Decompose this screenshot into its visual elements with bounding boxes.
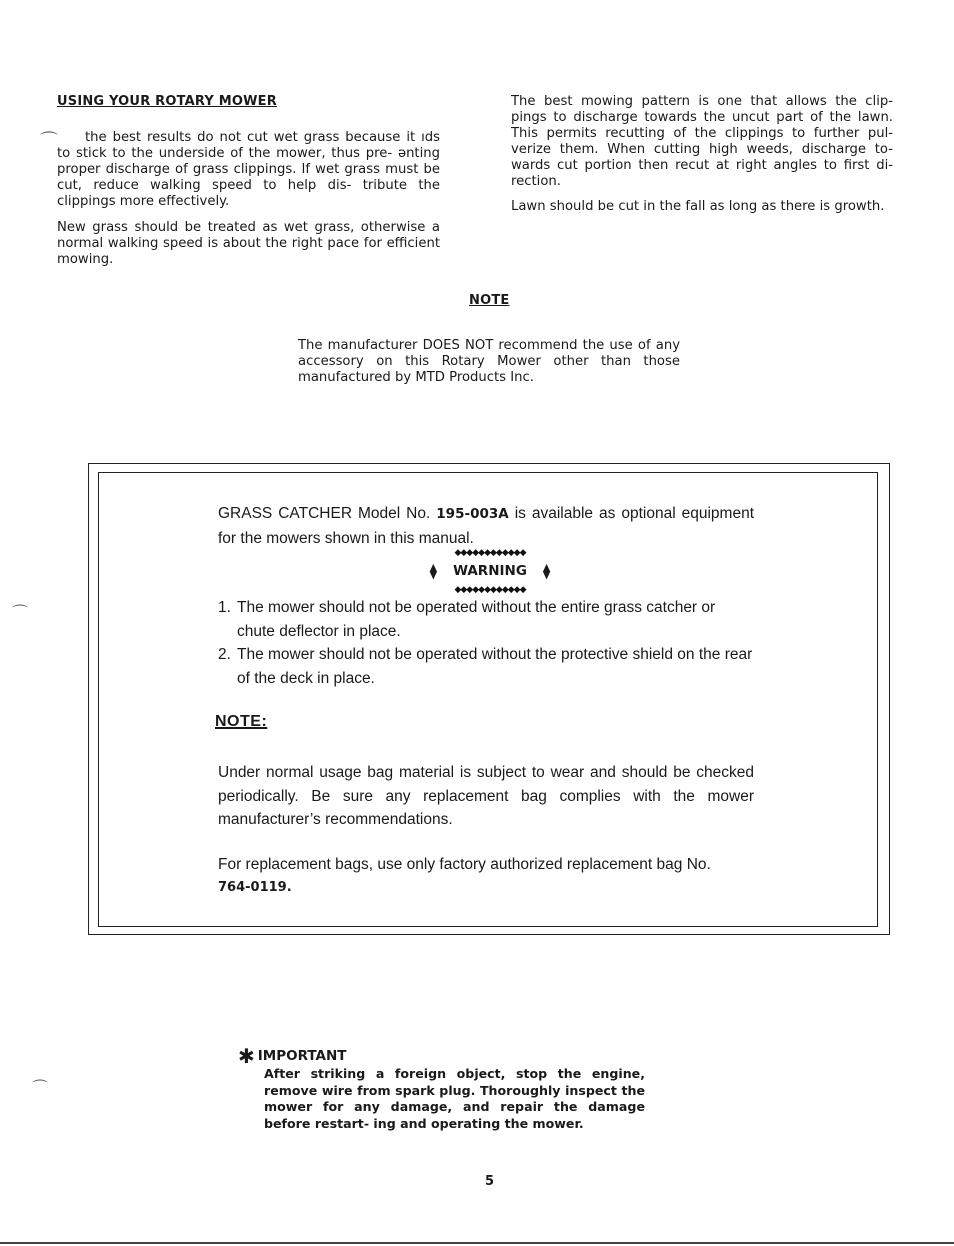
warning-label: WARNING xyxy=(453,563,527,579)
left-paragraph-2: New grass should be treated as wet grass, otherwise a normal walking speed is about the right pace for efficient mowing. xyxy=(57,220,440,267)
warning-item xyxy=(218,643,754,690)
note-heading: NOTE xyxy=(469,293,510,308)
warning-item xyxy=(218,596,754,643)
right-paragraph-1: The best mowing pattern is one that allows the clip- pings to discharge towards the uncut part of the lawn. This permits recutting of the clippings to further pul- verize them. When cutting high weeds, discharge to- wards cut portion then recut at right angles to first di- rection. xyxy=(511,94,893,189)
margin-mark: ⌒ xyxy=(40,131,58,152)
catcher-intro xyxy=(218,502,754,550)
important-text: After striking a foreign object, stop the engine, remove wire from spark plug. Thoroughly inspect the mower for any damage, and repair the damage before restart- ing and operating the mower. xyxy=(264,1066,645,1131)
replacement-text: For replacement bags, use only factory authorized replacement bag No. xyxy=(218,856,711,873)
important-heading xyxy=(238,1046,347,1066)
warning-item-number: 1. xyxy=(218,599,231,616)
warning-item-text: The mower should not be operated without the entire grass catcher or chute deflector in place. xyxy=(237,599,716,640)
warning-diamond-border-bottom: ◆◆◆◆◆◆◆◆◆◆◆◆ xyxy=(454,585,526,595)
section-heading: USING YOUR ROTARY MOWER xyxy=(57,94,277,109)
warning-diamond-border-top: ◆◆◆◆◆◆◆◆◆◆◆◆ xyxy=(454,548,526,558)
catcher-intro-start: GRASS CATCHER Model No. xyxy=(218,505,431,522)
box-note-text: Under normal usage bag material is subject to wear and should be checked periodically. Be sure any replacement bag complies with the mower manufacturer’s recommendations. xyxy=(218,764,754,828)
warning-bracket-left-icon: ⧫ xyxy=(429,562,438,580)
warning-item-number: 2. xyxy=(218,646,231,663)
bottom-rule xyxy=(0,1242,954,1244)
warning-item-text: The mower should not be operated without the protective shield on the rear of the deck in place. xyxy=(237,646,753,687)
page-number: 5 xyxy=(485,1174,495,1189)
note-text: The manufacturer DOES NOT recommend the use of any accessory on this Rotary Mower other than those manufactured by MTD Products Inc. xyxy=(298,338,680,385)
replacement-bag-number: 764-0119. xyxy=(218,880,292,895)
catcher-model-number: 195-003A xyxy=(436,506,509,522)
starburst-icon: ✱ xyxy=(238,1044,255,1068)
margin-mark: ⌒ xyxy=(32,1078,49,1097)
catcher-intro-end: is available as optional equipment for the mowers shown in this manual. xyxy=(218,505,755,547)
important-label: IMPORTANT xyxy=(257,1048,347,1064)
warning-list xyxy=(218,596,754,690)
box-note-heading: NOTE: xyxy=(215,713,268,730)
warning-banner xyxy=(422,549,558,595)
margin-mark: ⌒ xyxy=(12,603,29,622)
right-paragraph-2: Lawn should be cut in the fall as long as there is growth. xyxy=(511,199,885,214)
left-paragraph-1: the best results do not cut wet grass because it ıds to stick to the underside of the mower, thus pre- ənting proper discharge of grass clippings. If wet grass must be cut, reduce walking speed to help dis- tribute the clippings more effectively. xyxy=(57,130,440,209)
warning-bracket-right-icon: ⧫ xyxy=(542,562,551,580)
